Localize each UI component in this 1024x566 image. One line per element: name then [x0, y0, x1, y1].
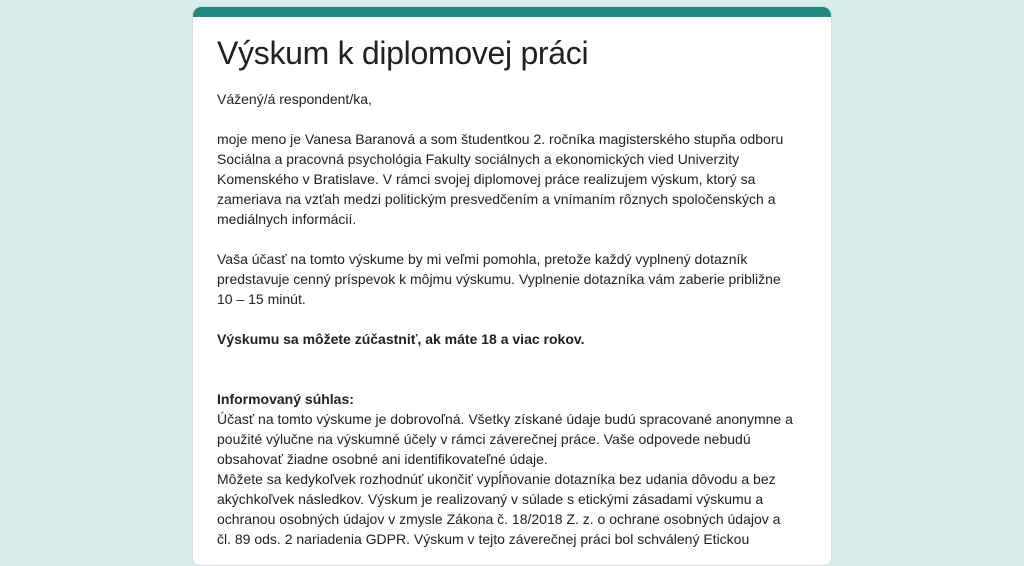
age-requirement-text: Výskumu sa môžete zúčastniť, ak máte 18 a viac rokov. [217, 331, 585, 347]
consent-heading: Informovaný súhlas: [217, 391, 354, 407]
participation-paragraph: Vaša účasť na tomto výskume by mi veľmi pomohla, pretože každý vyplnený dotazník predstavuje cenný príspevok k môjmu výskumu. Vyplnenie dotazníka vám zaberie približne 10 – 15 minút. [217, 251, 781, 307]
form-header-card [192, 6, 832, 566]
form-description [193, 17, 831, 549]
consent-paragraph: Účasť na tomto výskume je dobrovoľná. Všetky získané údaje budú spracované anonymne a použité výlučne na výskumné účely v rámci záverečnej práce. Vaše odpovede nebudú obsahovať žiadne osobné ani identifikovateľné údaje. Môžete sa kedykoľvek rozhodnúť ukončiť vypĺňovanie dotazníka bez udania dôvodu a bez akýchkoľvek následkov. Výskum je realizovaný v súlade s etickými zásadami výskumu a ochranou osobných údajov v zmysle Zákona č. 18/2018 Z. z. o ochrane osobných údajov a čl. 89 ods. 2 nariadenia GDPR. Výskum v tejto záverečnej práci bol schválený Etickou [217, 411, 793, 547]
intro-paragraph: moje meno je Vanesa Baranová a som študentkou 2. ročníka magisterského stupňa odboru Sociálna a pracovná psychológia Fakulty sociálnych a ekonomických vied Univerzity Komenského v Bratislave. V rámci svojej diplomovej práce realizujem výskum, ktorý sa zameriava na vzťah medzi politickým presvedčením a vnímaním rôznych spoločenských a mediálnych informácií. [217, 131, 784, 227]
form-title: Výskum k diplomovej práci [217, 35, 589, 71]
form-accent-bar [193, 7, 831, 17]
greeting-text: Vážený/á respondent/ka, [217, 91, 372, 107]
